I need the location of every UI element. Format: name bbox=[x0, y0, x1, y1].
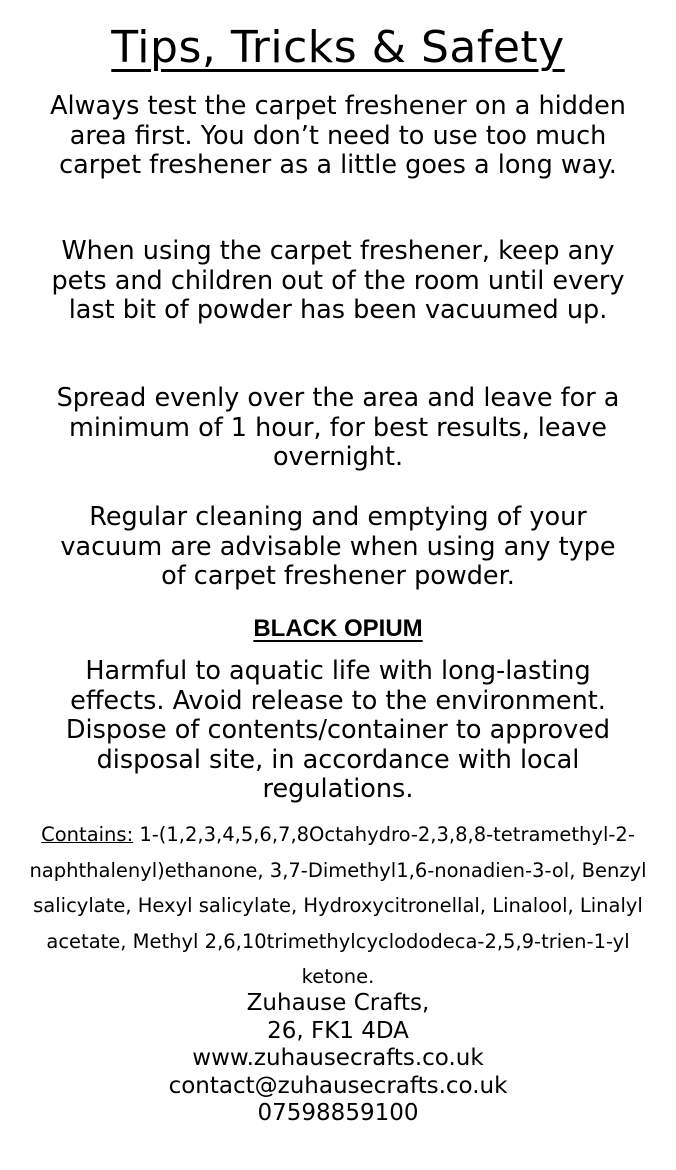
page-title: Tips, Tricks & Safety bbox=[111, 22, 565, 73]
tip-paragraph-test-area: Always test the carpet freshener on a hidden area first. You don’t need to use too much carpet freshener as a little goes a long way. bbox=[50, 91, 626, 180]
company-name: Zuhause Crafts, bbox=[246, 990, 430, 1016]
hazard-warning-text: Harmful to aquatic life with long-lasting effects. Avoid release to the environment. Dispose of contents/container to approved disposal site, in accordance with local regulations. bbox=[65, 656, 611, 804]
tip-paragraph-regular-cleaning: Regular cleaning and emptying of your vacuum are advisable when using any type of carpet freshener powder. bbox=[60, 502, 616, 591]
company-phone: 07598859100 bbox=[257, 1100, 419, 1126]
company-email-link[interactable]: contact@zuhausecrafts.co.uk bbox=[168, 1072, 508, 1099]
ingredients-list bbox=[20, 817, 656, 995]
company-contact-block bbox=[0, 990, 676, 1128]
tip-paragraph-spread-evenly: Spread evenly over the area and leave for a minimum of 1 hour, for best results, leave overnight. bbox=[56, 383, 620, 472]
company-website-link[interactable]: www.zuhausecrafts.co.uk bbox=[192, 1045, 484, 1071]
company-address: 26, FK1 4DA bbox=[267, 1017, 409, 1044]
contains-text: 1-(1,2,3,4,5,6,7,8Octahydro-2,3,8,8-tetramethyl-2-naphthalenyl)ethanone, 3,7-Dimethyl1,6-nonadien-3-ol, Benzyl salicylate, Hexyl salicylate, Hydroxycitronellal, Linalool, Linalyl acetate, Methyl 2,6,10trimethylcyclododeca-2,5,9-trien-1-yl ketone. bbox=[29, 823, 647, 988]
tip-paragraph-pets-children: When using the carpet freshener, keep any pets and children out of the room until every last bit of powder has been vacuumed up. bbox=[51, 236, 625, 325]
product-name-heading: BLACK OPIUM bbox=[253, 615, 423, 642]
contains-label: Contains: bbox=[41, 823, 134, 846]
